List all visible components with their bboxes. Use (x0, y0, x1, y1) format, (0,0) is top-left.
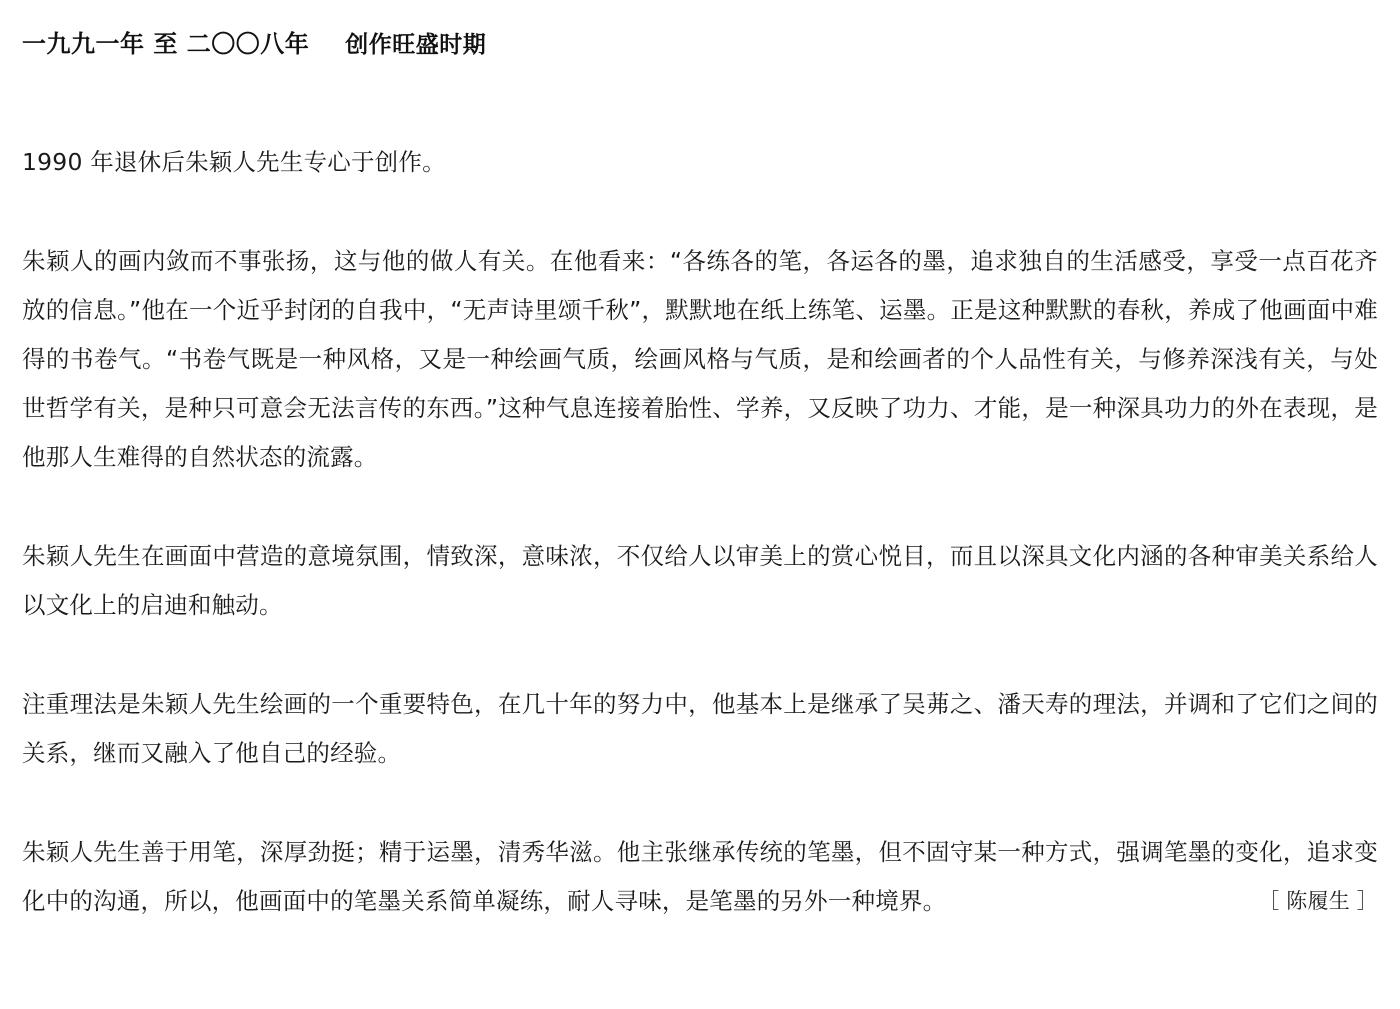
period-label: 一九九一年 至 二〇〇八年 (22, 30, 310, 58)
paragraph: 朱颖人先生在画面中营造的意境氛围，情致深，意味浓，不仅给人以审美上的赏心悦目，而且以深具文化内涵的各种审美关系给人以文化上的启迪和触动。 (22, 542, 1378, 619)
paragraph: 注重理法是朱颖人先生绘画的一个重要特色，在几十年的努力中，他基本上是继承了吴茀之、潘天寿的理法，并调和了它们之间的关系，继而又融入了他自己的经验。 (22, 690, 1378, 767)
paragraph-text: 朱颖人先生善于用笔，深厚劲挺；精于运墨，清秀华滋。他主张继承传统的笔墨，但不固守某一种方式，强调笔墨的变化，追求变化中的沟通，所以，他画面中的笔墨关系简单凝练，耐人寻味，是笔墨的另外一种境界。 (22, 838, 1378, 915)
author-signature: ［ 陈履生 ］ (1258, 889, 1378, 913)
section-heading (22, 26, 486, 63)
paragraph: 1990 年退休后朱颖人先生专心于创作。 (22, 148, 446, 176)
paragraph: 朱颖人的画内敛而不事张扬，这与他的做人有关。在他看来：“各练各的笔，各运各的墨，追求独自的生活感受，享受一点百花齐放的信息。”他在一个近乎封闭的自我中，“无声诗里颂千秋”，默默地在纸上练笔、运墨。正是这种默默的春秋，养成了他画面中难得的书卷气。“书卷气既是一种风格，又是一种绘画气质，绘画风格与气质，是和绘画者的个人品性有关，与修养深浅有关，与处世哲学有关，是种只可意会无法言传的东西。”这种气息连接着胎性、学养，又反映了功力、才能，是一种深具功力的外在表现，是他那人生难得的自然状态的流露。 (22, 247, 1378, 471)
section-subtitle: 创作旺盛时期 (345, 32, 487, 58)
paragraph-with-signature (22, 828, 1378, 926)
